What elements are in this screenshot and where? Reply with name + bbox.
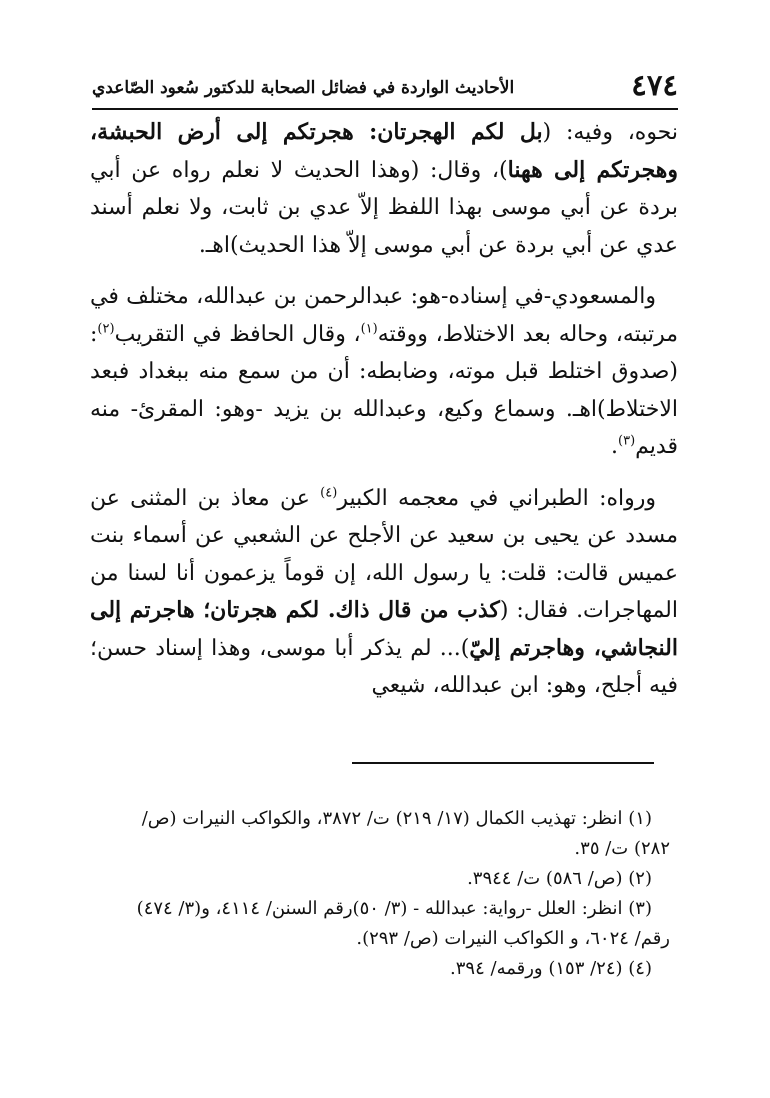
paragraph-2-text-d: . [611, 434, 619, 459]
footnote-1-line-1: (١) انظر: تهذيب الكمال (١٧/ ٢١٩) ت/ ٣٨٧٢، والكواكب النيرات (ص/ [141, 808, 652, 829]
footnote-2: (٢) (ص/ ٥٨٦) ت/ ٣٩٤٤. [467, 868, 652, 889]
footnote-1-line-2: ٢٨٢) ت/ ٣٥. [574, 838, 670, 859]
paragraph-2-text-a: والمسعودي-في إسناده-هو: عبدالرحمن بن عبدالله، مختلف في مرتبته، وحاله بعد الاختلاط، ووقته [90, 284, 678, 347]
page-number: ٤٧٤ [631, 68, 678, 102]
main-text [90, 114, 678, 705]
footnote-3-line-1: (٣) انظر: العلل -رواية: عبدالله - (٣/ ٥٠)رقم السنن/ ٤١١٤، و(٣/ ٤٧٤) [136, 898, 652, 919]
paragraph-1-lead: نحوه، وفيه: ( [542, 120, 679, 145]
paragraph-2 [90, 278, 678, 466]
footnote-ref-4: (٤) [320, 485, 338, 501]
paragraph-3 [90, 480, 678, 705]
paragraph-1 [90, 114, 678, 264]
footnotes [84, 804, 670, 984]
paragraph-3-tail: )... لم يذكر أبا موسى، وهذا إسناد حسن؛ فيه أجلح، وهو: ابن عبدالله، شيعي [90, 635, 678, 698]
paragraph-2-text-c: : (صدوق اختلط قبل موته، وضابطه: أن من سمع منه ببغداد فبعد الاختلاط)اهـ. وسماع وكيع، وعبدالله بن يزيد -وهو: المقرئ- منه قديم [90, 321, 678, 459]
footnote-4: (٤) (٢٤/ ١٥٣) ورقمه/ ٣٩٤. [450, 958, 652, 979]
paragraph-3-text-b: عن معاذ بن المثنى عن مسدد عن يحيى بن سعيد عن الأجلح عن الشعبي عن أسماء بنت عميس قالت: قلت: يا رسول الله، إن قوماً يزعمون أنا لسنا من المهاجرات. فقال: ( [90, 485, 679, 623]
footnote-3-line-2: رقم/ ٦٠٢٤، و الكواكب النيرات (ص/ ٢٩٣). [356, 928, 670, 949]
page-header [92, 64, 678, 110]
paragraph-3-text-a: ورواه: الطبراني في معجمه الكبير [337, 485, 656, 511]
paragraph-2-text-b: ، وقال الحافظ في التقريب [114, 321, 361, 347]
footnote-separator [352, 762, 654, 764]
paragraph-1-quote: بل لكم الهجرتان: هجرتكم إلى أرض الحبشة، وهجرتكم إلى ههنا [90, 119, 678, 183]
footnote-ref-1: (١) [360, 321, 378, 337]
running-title: الأحاديث الواردة في فضائل الصحابة للدكتور سُعود الصّاعدي [92, 78, 515, 98]
footnote-ref-3: (٣) [618, 433, 636, 449]
paragraph-3-quote: كذب من قال ذاك. لكم هجرتان؛ هاجرتم إلى النجاشي، وهاجرتم إليّ [90, 597, 678, 661]
paragraph-1-tail: )، وقال: (وهذا الحديث لا نعلم رواه عن أبي بردة عن أبي موسى بهذا اللفظ إلاّ عدي بن ثابت، ولا نعلم أسند عدي عن أبي بردة عن أبي موسى إلاّ هذا الحديث)اهـ. [90, 157, 678, 258]
footnote-ref-2: (٢) [97, 321, 115, 337]
